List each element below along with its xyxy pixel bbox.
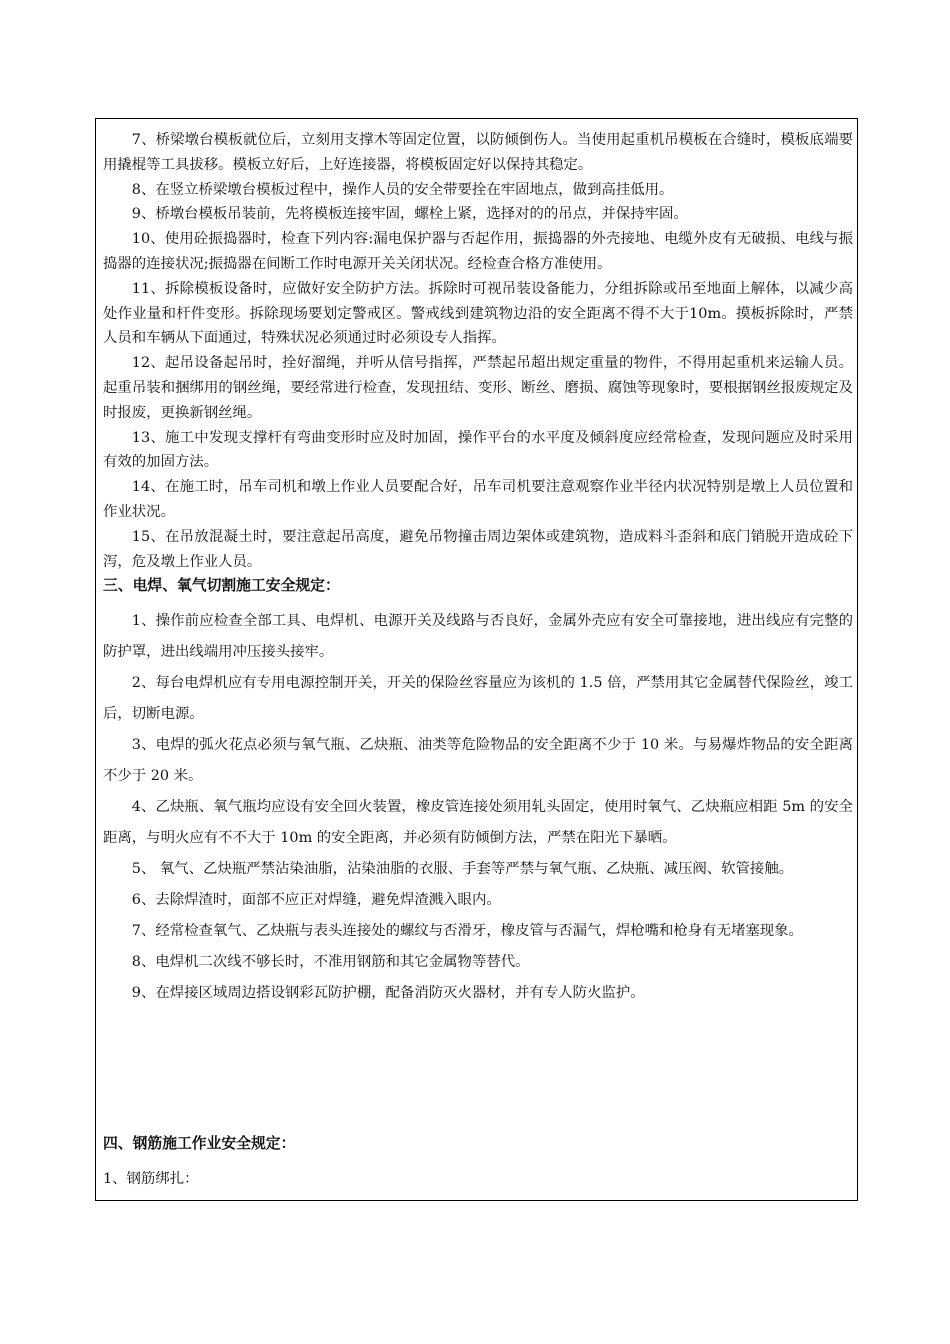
paragraph: 9、桥墩台模板吊装前，先将模板连接牢固，螺栓上紧，选择对的的吊点，并保持牢固。 [131,206,688,223]
paragraph: 14、在施工时，吊车司机和墩上作业人员要配合好，吊车司机要注意观察作业半径内状况特别是墩上人员位置和作业状况。 [103,479,853,520]
paragraph: 7、经常检查氧气、乙炔瓶与表头连接处的螺纹与否滑牙，橡皮管与否漏气，焊枪嘴和枪身有无堵塞现象。 [131,923,803,939]
paragraph: 12、起吊设备起吊时，拴好溜绳，并听从信号指挥，严禁起吊超出规定重量的物件，不得用起重机来运输人员。起重吊装和捆绑用的钢丝绳，要经常进行检查，发现扭结、变形、断丝、磨损、腐蚀等现象时，要根据钢丝报废规定及时报废，更换新钢丝绳。 [103,355,853,421]
paragraph: 10、使用砼振捣器时，检查下列内容:漏电保护器与否起作用，振捣器的外壳接地、电缆外皮有无破损、电线与振捣器的连接状况;振捣器在间断工作时电源开关关闭状况。经检查合格方准使用。 [103,231,853,272]
paragraph: 9、在焊接区域周边搭设钢彩瓦防护棚，配备消防灭火器材，并有专人防火监护。 [131,985,645,1001]
paragraph: 6、去除焊渣时，面部不应正对焊缝，避免焊渣溅入眼内。 [131,892,501,908]
paragraph: 5、 氧气、乙炔瓶严禁沾染油脂，沾染油脂的衣服、手套等严禁与氧气瓶、乙炔瓶、减压阀、软管接触。 [131,861,794,877]
section-3-heading: 三、电焊、氧气切割施工安全规定： [103,577,340,594]
section-4-first-item: 1、钢筋绑扎： [103,1171,199,1187]
paragraph: 11、拆除模板设备时，应做好安全防护方法。拆除时可视吊装设备能力，分组拆除或吊至地面上解体，以减少高处作业量和杆件变形。拆除现场要划定警戒区。警戒线到建筑物边沿的安全距离不得不大于10m。摸板拆除时，严禁人员和车辆从下面通过，特殊状况必须通过时必须设专人指挥。 [103,280,853,347]
paragraph: 8、在竖立桥梁墩台模板过程中，操作人员的安全带要拴在牢固地点，做到高挂低用。 [131,181,674,198]
paragraph: 8、电焊机二次线不够长时，不准用钢筋和其它金属物等替代。 [131,954,530,970]
paragraph: 15、在吊放混凝土时，要注意起吊高度，避免吊物撞击周边架体或建筑物，造成料斗歪斜和底门销脱开造成砼下泻，危及墩上作业人员。 [103,528,853,570]
section-4-heading: 四、钢筋施工作业安全规定： [103,1135,296,1152]
paragraph: 7、桥梁墩台模板就位后，立刻用支撑木等固定位置，以防倾倒伤人。当使用起重机吊模板在合缝时，模板底端要用撬棍等工具拔移。模板立好后，上好连接器，将模板固定好以保持其稳定。 [103,132,853,173]
paragraph: 4、乙炔瓶、氧气瓶均应设有安全回火装置，橡皮管连接处须用轧头固定，使用时氧气、乙炔瓶应相距 5m 的安全距离，与明火应有不不大于 10m 的安全距离，并必须有防倾倒方法，严禁在阳光下暴晒。 [103,799,853,846]
section-3-items [103,606,853,1009]
paragraph: 3、电焊的弧火花点必须与氧气瓶、乙炔瓶、油类等危险物品的安全距离不少于 10 米。与易爆炸物品的安全距离不少于 20 米。 [103,737,853,784]
paragraph: 2、每台电焊机应有专用电源控制开关，开关的保险丝容量应为该机的 1.5 倍，严禁用其它金属替代保险丝，竣工后，切断电源。 [103,675,853,722]
paragraph: 13、施工中发现支撑杆有弯曲变形时应及时加固，操作平台的水平度及倾斜度应经常检查，发现问题应及时采用有效的加固方法。 [103,429,853,471]
paragraph: 1、操作前应检查全部工具、电焊机、电源开关及线路与否良好，金属外壳应有安全可靠接地，进出线应有完整的防护罩，进出线端用冲压接头接牢。 [103,613,853,660]
section-2-items [103,128,853,574]
